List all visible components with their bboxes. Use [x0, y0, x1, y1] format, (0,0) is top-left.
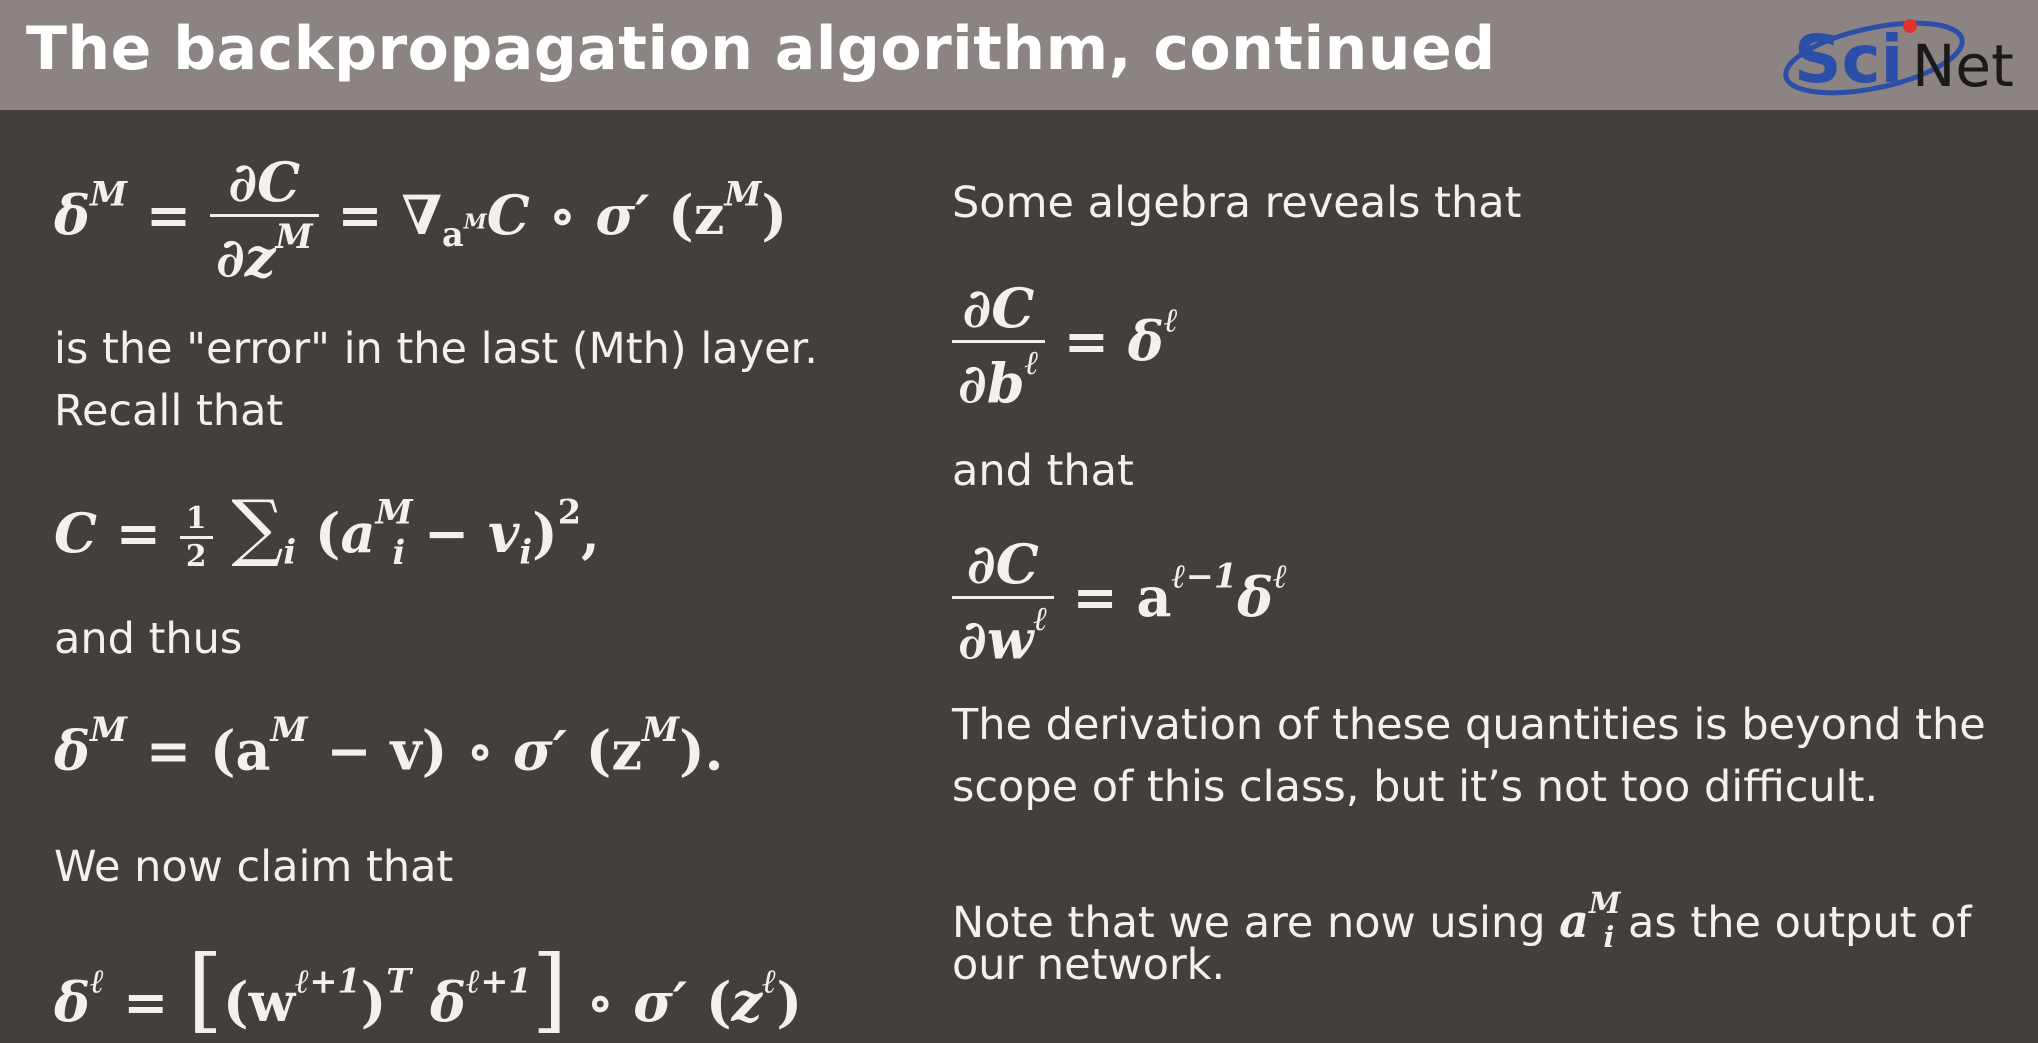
right-paragraph-2: and that [952, 446, 1134, 496]
logo-dot-icon [1903, 19, 1917, 33]
right-paragraph-1: Some algebra reveals that [952, 178, 1522, 228]
logo-sci-text: Sci [1794, 21, 1904, 98]
logo-net-text: Net [1912, 32, 2014, 100]
slide-header [0, 0, 2038, 110]
note-text-after: as the output of [1627, 898, 1972, 949]
eq-delta-M-def: $\delta^M$ = $\frac{\partial C}{\partial z^M}$ = $\nabla_{a^M}C$ ∘ σ′ $(z^M)$ [54, 150, 788, 290]
left-paragraph-2: and thus [54, 614, 243, 664]
eq-delta-M-result: $\delta^M = (a^M - v)$ ∘ σ′ $(z^M)$. [54, 710, 724, 783]
left-paragraph-1-line-2: Recall that [54, 386, 284, 436]
slide-title: The backpropagation algorithm, continued [26, 14, 1496, 84]
eq-delta-l-recursion: $\delta^\ell = [(w^{\ell+1})^T$ $\delta^{\ell+1}$] ∘ σ′ $(z^\ell)$ [54, 936, 803, 1043]
eq-dC-db: $\frac{\partial C}{\partial b^\ell}$ = $\delta^\ell$ [952, 276, 1178, 415]
note-text-before: Note that we are now using [952, 898, 1546, 949]
right-paragraph-3-line-1: The derivation of these quantities is beyond the [952, 700, 1986, 750]
frac-dC-dzM: $\frac{\partial C}{\partial z^M}$ [210, 150, 319, 289]
right-paragraph-3-line-2: scope of this class, but it’s not too difficult. [952, 762, 1879, 812]
eq-cost-function: C = $\frac{1}{2}$ $\sum_i$ $(a^M_i - v_i)^2$, [54, 485, 600, 575]
left-paragraph-3: We now claim that [54, 842, 454, 892]
scinet-logo [1782, 10, 2022, 100]
left-paragraph-1-line-1: is the "error" in the last (Mth) layer. [54, 324, 818, 374]
eq-dC-dw: $\frac{\partial C}{\partial w^\ell}$ = $a^{\ell-1}\delta^\ell$ [952, 532, 1287, 671]
note-symbol-aiM: $a^M_i$ [1559, 886, 1621, 955]
right-paragraph-4-line-2: our network. [952, 940, 1226, 990]
